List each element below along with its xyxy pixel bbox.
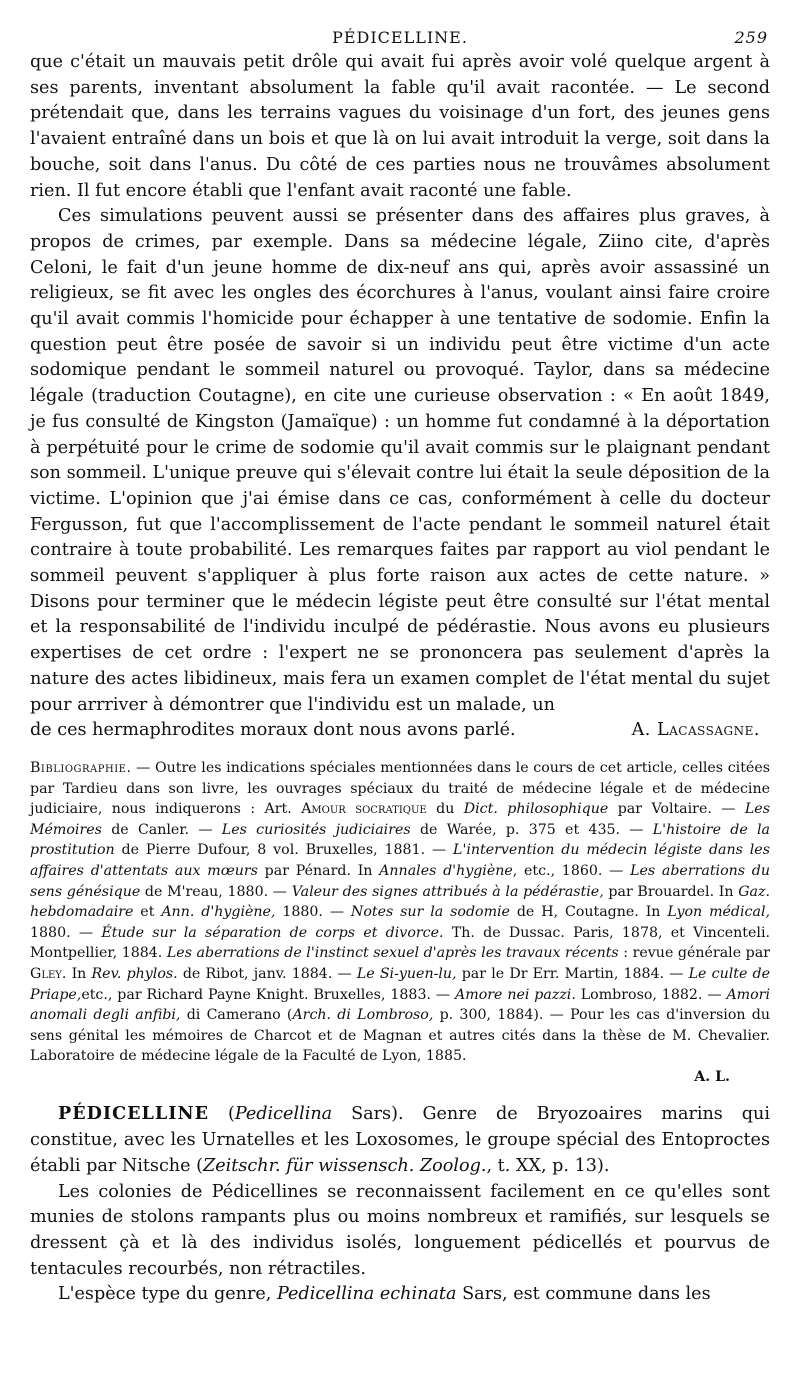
bib-title: L'intervention du médecin légiste dans les affaires d'attentats aux mœurs (30, 842, 770, 879)
bib-title: Dict. philosophique (463, 801, 609, 818)
bib-text: de Pierre Dufour, 8 vol. Bruxelles, 1881. — (114, 842, 454, 859)
bib-title: L'histoire de la prostitution (30, 821, 770, 859)
entry-definition (30, 1101, 770, 1179)
paragraph-continuation: que c'était un mauvais petit drôle qui avait fui après avoir volé quelque argent à ses parents, inventant absolument la fable qu'il avait racontée. — Le second prétendait que, dans les terrains vagues du voisinage d'un fort, des jeunes gens l'avaient entraîné dans un bois et que là on lui avait introduit la verge, soit dans la bouche, soit dans l'anus. Du côté de ces parties nous ne trouvâmes absolument rien. Il fut encore établi que l'enfant avait raconté une fable. (30, 52, 770, 201)
entry-journal: Zeitschr. für wissensch. Zoolog. (203, 1155, 487, 1176)
bib-title: Les aberrations du sens génésique (30, 862, 770, 900)
bib-text: par le Dr Err. Martin, 1884. — (456, 965, 689, 982)
entry-species-name: Pedicellina echinata (276, 1284, 457, 1305)
bib-title: Les curiosités judiciaires (221, 821, 411, 838)
entry-text: L'espèce type du genre, (58, 1284, 277, 1305)
bib-title: Valeur des signes attribués à la pédérastie, (291, 883, 604, 900)
bib-text: par Voltaire. — (608, 801, 745, 818)
article-body (30, 50, 770, 744)
bib-text: et (133, 904, 162, 921)
bib-text: p. 300, 1884). — Pour les cas d'inversion du sens génital les mémoires de Charcot et de Magnan et autres cités dans la thèse de M. Chevalier. Laboratoire de médecine légale de la Faculté de Lyon, 1885. (30, 1007, 770, 1065)
bib-text: di Camerano ( (180, 1007, 293, 1024)
bib-text: de Ribot, janv. 1884. — (177, 965, 357, 982)
entry-text: ( (209, 1104, 235, 1125)
entry-text: , t. XX, p. 13). (486, 1155, 610, 1176)
bib-text: du (426, 801, 464, 818)
bib-text: Lombroso, 1882. — (575, 986, 727, 1003)
bib-title: Les Mémoires (30, 801, 770, 838)
bibliography-heading: Bibliographie. (30, 759, 132, 776)
running-title: PÉDICELLINE. (332, 28, 468, 47)
bib-text: : revue générale par (618, 945, 770, 962)
bib-text: par Brouardel. In (603, 883, 739, 900)
entry-headword: PÉDICELLINE (58, 1103, 210, 1125)
closing-line (30, 718, 770, 744)
bib-text: de H, Coutagne. In (509, 904, 668, 921)
bib-text: de Warée, p. 375 et 435. — (410, 821, 653, 838)
bib-title: Arch. di Lombroso, (292, 1007, 434, 1024)
bib-text: de M'reau, 1880. — (140, 883, 292, 900)
page-number: 259 (734, 28, 768, 47)
bib-title: Annales d'hygiène (379, 862, 513, 879)
bibliography-signature: A. L. (694, 1068, 730, 1085)
bib-text: 1880. — (275, 904, 351, 921)
bib-text: de Canler. — (101, 821, 222, 838)
bib-title: Notes sur la sodomie (350, 904, 510, 921)
closing-text: de ces hermaphrodites moraux dont nous avons parlé. (30, 720, 516, 741)
entry-text: Sars, est commune dans les (456, 1284, 711, 1305)
entry-pedicelline (30, 1101, 770, 1308)
bib-title: Amore nei pazzi. (455, 986, 576, 1003)
bib-text: 1880. — (30, 924, 102, 941)
document-page (30, 22, 770, 1308)
bib-caps: Amour socratique (301, 801, 427, 818)
bib-title: Étude sur la séparation de corps et divorce. (101, 924, 444, 941)
bib-title: Lyon médical, (667, 904, 771, 921)
entry-paragraph-species (30, 1282, 770, 1308)
bib-title: Gaz. hebdomadaire (30, 883, 770, 921)
bib-text: par Pénard. In (257, 862, 380, 879)
running-head (30, 22, 770, 50)
paragraph-simulations: Ces simulations peuvent aussi se présenter dans des affaires plus graves, à propos de crimes, par exemple. Dans sa médecine légale, Ziino cite, d'après Celoni, le fait d'un jeune homme de dix-neuf ans qui, après avoir assassiné un religieux, se fit avec les ongles des écorchures à l'anus, voulant ainsi faire croire qu'il avait commis l'homicide pour échapper à une tentative de sodomie. Enfin la question peut être posée de savoir si un individu peut être victime d'un acte sodomique pendant le sommeil naturel ou provoqué. Taylor, dans sa médecine légale (traduction Coutagne), en cite une curieuse observation : « En août 1849, je fus consulté de Kingston (Jamaïque) : un homme fut condamné à la déportation à perpétuité pour le crime de sodomie qu'il avait commis sur le plaignant pendant son sommeil. L'unique preuve qui s'élevait contre lui était la seule déposition de la victime. L'opinion que j'ai émise dans ce cas, conformément à celle du docteur Fergusson, fut que l'accomplissement de l'acte pendant le sommeil naturel était contraire à toute probabilité. Les remarques faites par rapport au viol pendant le sommeil peuvent s'appliquer à plus forte raison aux actes de cette nature. » Disons pour terminer que le médecin légiste peut être consulté sur l'état mental et la responsabilité de l'individu inculpé de pédérastie. Nous avons eu plusieurs expertises de cet ordre : l'expert ne se prononcera pas seulement d'après la nature des actes libidineux, mais fera un examen complet de l'état mental du sujet pour arrriver à démontrer que l'individu est un malade, un (30, 206, 770, 715)
bib-title: Le Si-yuen-lu, (356, 965, 457, 982)
bib-text: Th. de Dussac. Paris, 1878, et Vincenteli. Montpellier, 1884. (30, 924, 770, 962)
bib-caps: Gley (30, 965, 62, 982)
bib-text: — Outre les indications spéciales mentionnées dans le cours de cet article, celles citées par Tardieu dans son livre, les ouvrages spéciaux du traité de médecine légale et de médecine judiciaire, nous indiquerons : Art. (30, 759, 770, 818)
bib-title: Ann. d'hygiène, (161, 904, 276, 921)
bib-title: Le culte de Priape, (30, 965, 770, 1003)
author-signature: A. Lacassagne. (631, 720, 760, 741)
bib-text: etc., par Richard Payne Knight. Bruxelles, 1883. — (81, 986, 455, 1003)
bibliography (30, 758, 770, 1067)
bib-title: Rev. phylos. (91, 965, 178, 982)
entry-taxon: Pedicellina (234, 1104, 333, 1125)
entry-text: Sars). Genre de Bryozoaires marins qui constitue, avec les Urnatelles et les Loxosomes, le groupe spécial des Entoproctes établi par Nitsche ( (30, 1104, 770, 1176)
bib-title: Amori anomali degli anfibi, (30, 986, 770, 1024)
bib-title: Les aberrations de l'instinct sexuel d'après les travaux récents (166, 945, 619, 962)
bib-text: . In (61, 965, 92, 982)
bib-text: , etc., 1860. — (512, 862, 631, 879)
entry-paragraph-colonies: Les colonies de Pédicellines se reconnaissent facilement en ce qu'elles sont munies de stolons rampants plus ou moins nombreux et ramifiés, sur lesquels se dressent çà et là des individus isolés, longuement pédicellés et pourvus de tentacules recourbés, non rétractiles. (30, 1181, 770, 1279)
